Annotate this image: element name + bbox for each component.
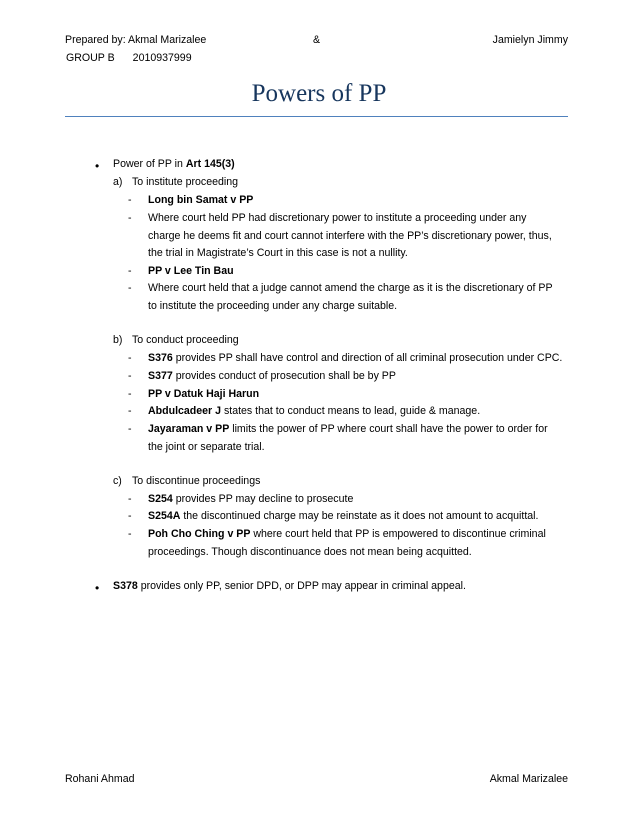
c1-line: S254 provides PP may decline to prosecute: [148, 493, 354, 505]
dash: -: [128, 352, 132, 364]
second-author: Jamielyn Jimmy: [492, 34, 568, 46]
b2-line: S377 provides conduct of prosecution shall be by PP: [148, 370, 396, 382]
student-id: 2010937999: [132, 52, 192, 64]
dash: -: [128, 194, 132, 206]
a4-line-2: to institute the proceeding under any charge suitable.: [148, 300, 398, 312]
item-b-label: b): [113, 334, 123, 346]
a2-line-1: Where court held PP had discretionary power to institute a proceeding under any: [148, 212, 527, 224]
dash: -: [128, 528, 132, 540]
dash: -: [128, 405, 132, 417]
c3-line-2: proceedings. Though discontinuance does not mean being acquitted.: [148, 546, 472, 558]
footer-left: Rohani Ahmad: [65, 773, 135, 785]
bullet-2: •: [95, 581, 100, 595]
group-label: GROUP B: [66, 52, 115, 64]
c2-line: S254A the discontinued charge may be reinstate as it does not amount to acquittal.: [148, 510, 539, 522]
b5-line-2: the joint or separate trial.: [148, 441, 265, 453]
case-datuk-haji-harun: PP v Datuk Haji Harun: [148, 388, 260, 400]
b1-line: S376 provides PP shall have control and direction of all criminal prosecution under CPC.: [148, 352, 563, 364]
ampersand: &: [313, 34, 321, 46]
b5-line-1: Jayaraman v PP limits the power of PP where court shall have the power to order for: [148, 423, 548, 435]
dash: -: [128, 370, 132, 382]
footer-right: Akmal Marizalee: [489, 773, 568, 785]
bullet-1: •: [95, 159, 100, 173]
item-c-label: c): [113, 475, 122, 487]
item-c-text: To discontinue proceedings: [132, 475, 261, 487]
dash: -: [128, 493, 132, 505]
dash: -: [128, 388, 132, 400]
dash: -: [128, 265, 132, 277]
bullet-2-text: S378 provides only PP, senior DPD, or DPP may appear in criminal appeal.: [113, 580, 466, 592]
dash: -: [128, 212, 132, 224]
prepared-by: Prepared by: Akmal Marizalee: [65, 34, 207, 46]
item-a-text: To institute proceeding: [132, 176, 239, 188]
case-lee-tin-bau: PP v Lee Tin Bau: [148, 265, 234, 277]
dash: -: [128, 282, 132, 294]
bullet-1-text: Power of PP in Art 145(3): [113, 158, 235, 170]
title-rule: [65, 116, 568, 117]
page-header: [65, 34, 568, 50]
page-title: Powers of PP: [251, 80, 387, 107]
a4-line-1: Where court held that a judge cannot amend the charge as it is the discretionary of PP: [148, 282, 553, 294]
dash: -: [128, 510, 132, 522]
item-b-text: To conduct proceeding: [132, 334, 239, 346]
a2-line-3: the trial in Magistrate’s Court in this case is not a nullity.: [148, 247, 408, 259]
group-line: [66, 52, 192, 64]
dash: -: [128, 423, 132, 435]
b4-line: Abdulcadeer J states that to conduct means to lead, guide & manage.: [148, 405, 481, 417]
a2-line-2: charge he deems fit and court cannot interfere with the PP’s discretionary power, thus,: [148, 230, 552, 242]
item-a-label: a): [113, 176, 123, 188]
c3-line-1: Poh Cho Ching v PP where court held that PP is empowered to discontinue criminal: [148, 528, 546, 540]
case-long-bin-samat: Long bin Samat v PP: [148, 194, 254, 206]
